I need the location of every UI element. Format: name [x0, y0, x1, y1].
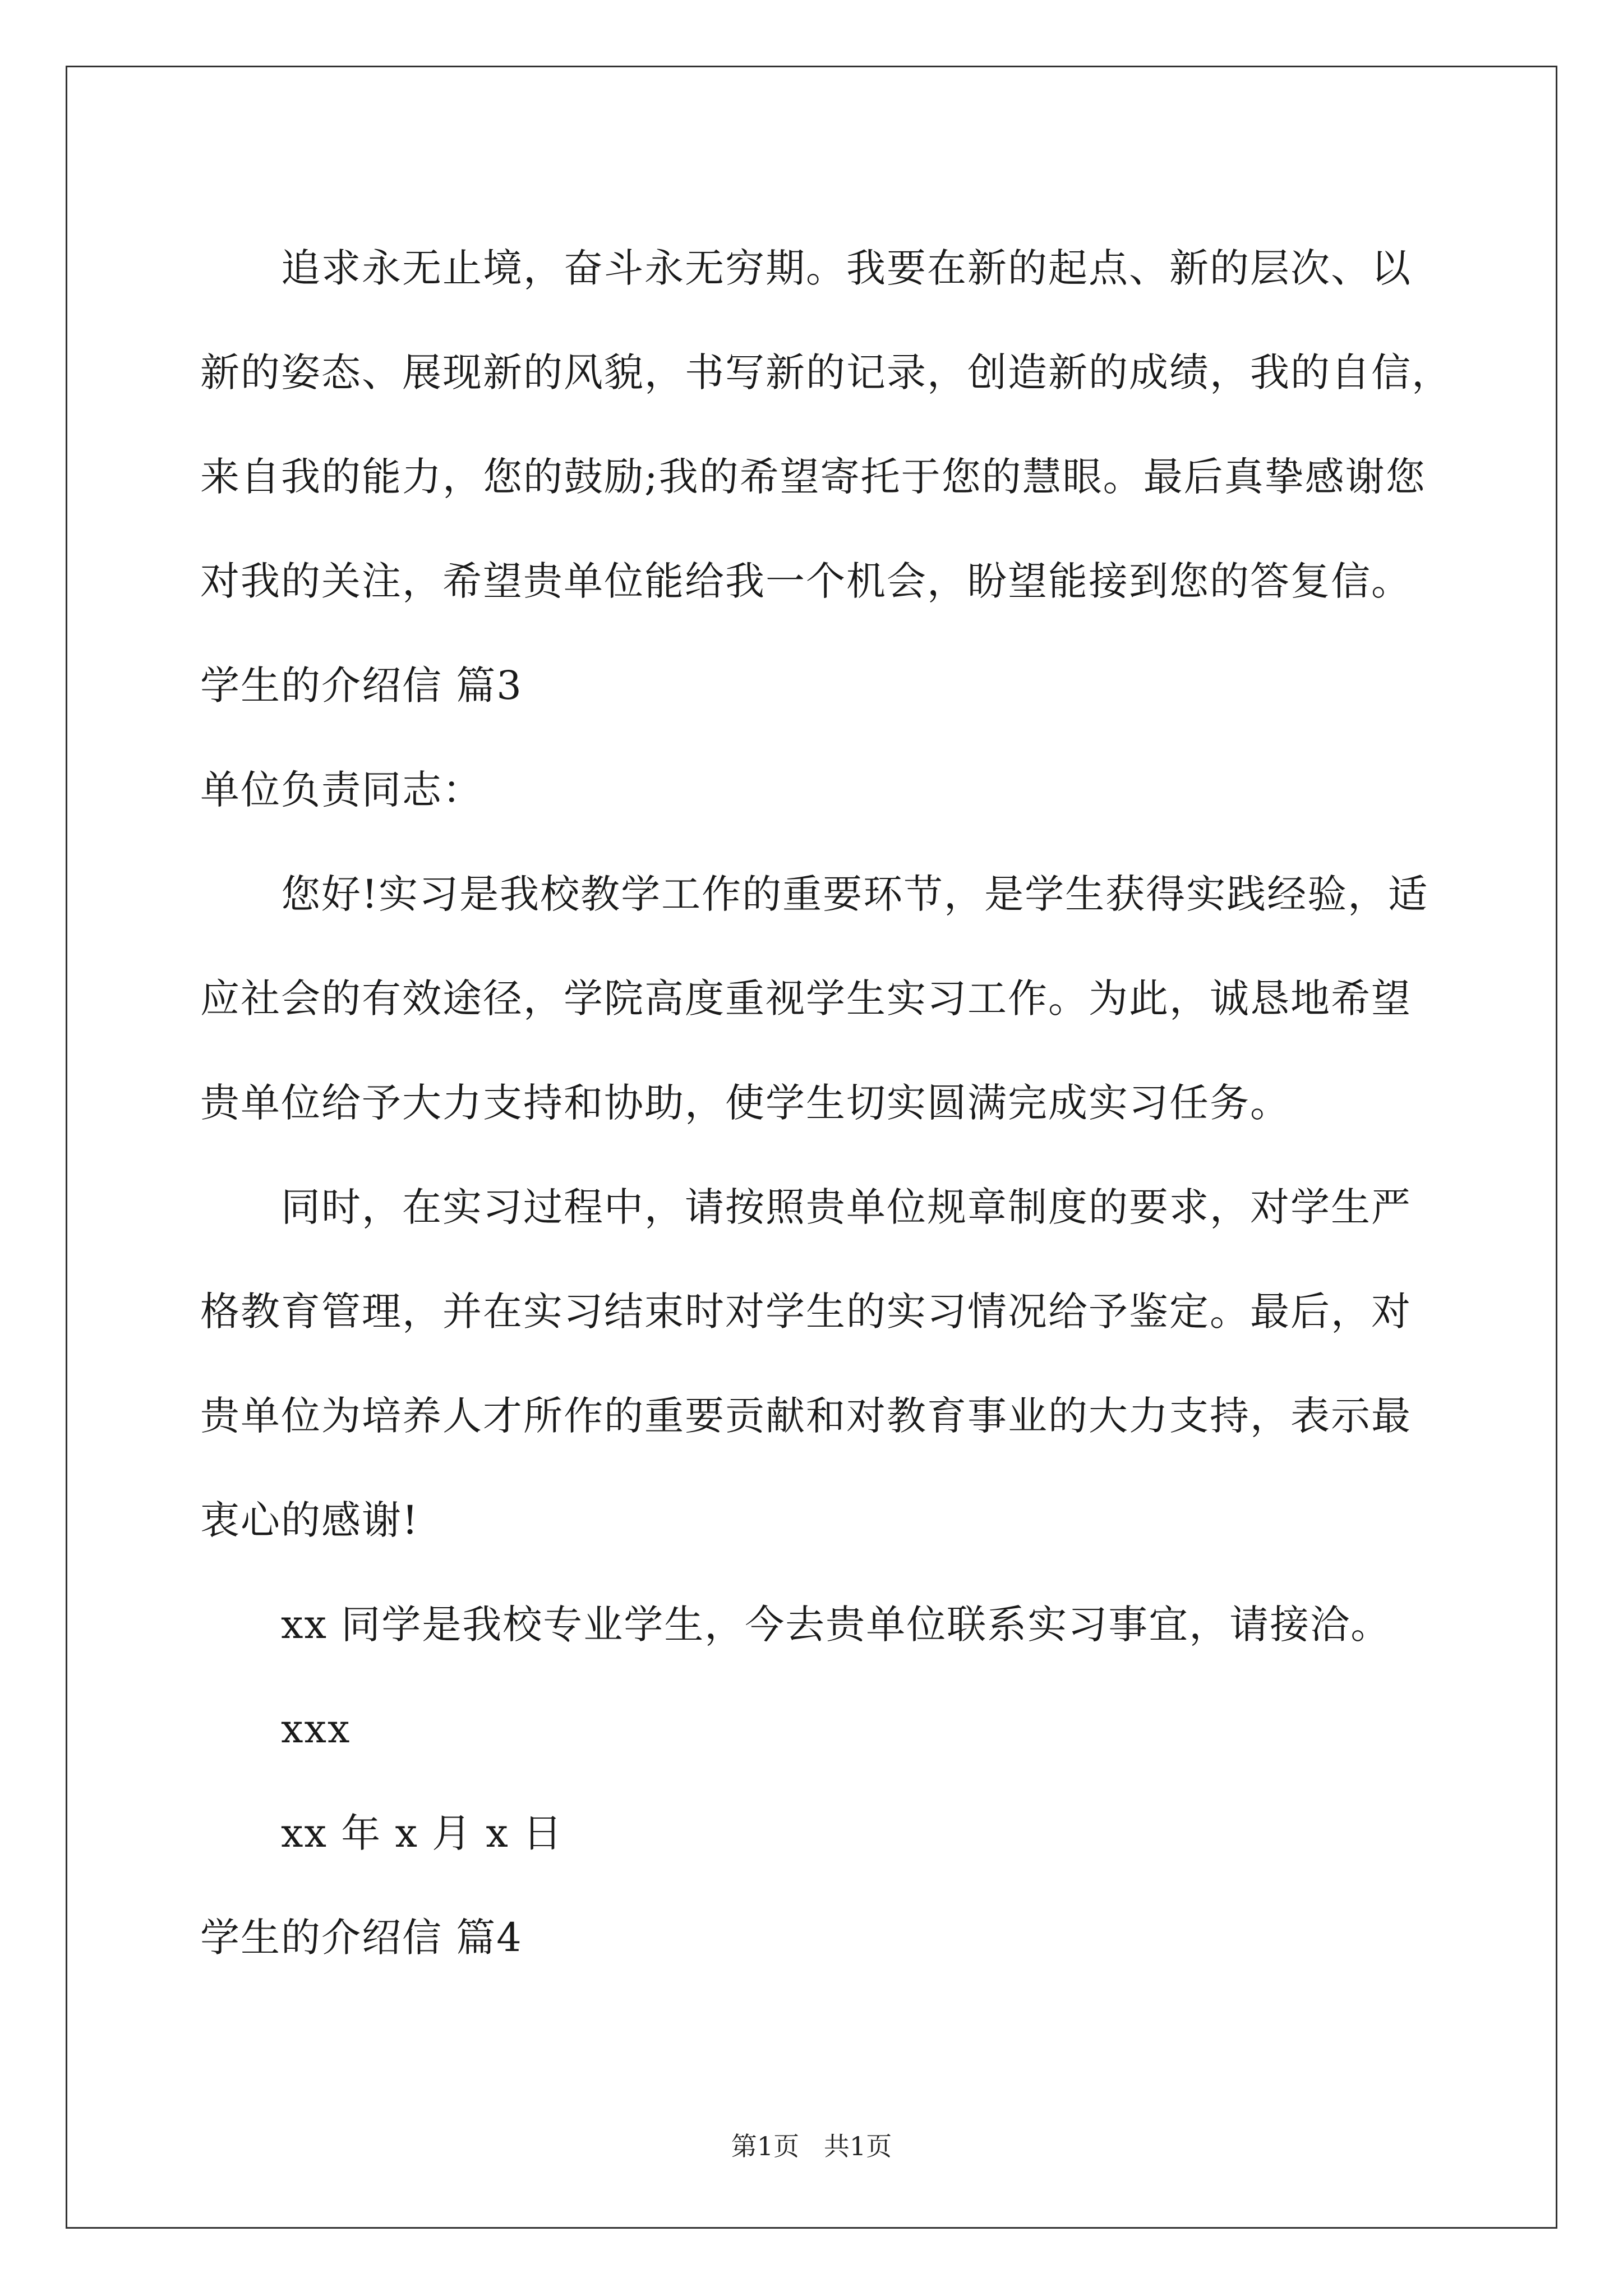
signature: xxx — [281, 1706, 351, 1752]
paragraph-line: 追求永无止境，奋斗永无穷期。我要在新的起点、新的层次、以 — [281, 245, 1412, 291]
date-line: xx 年 x 月 x 日 — [281, 1810, 564, 1856]
section-heading: 学生的介绍信 篇3 — [200, 662, 523, 708]
document-body — [200, 216, 1452, 1990]
paragraph-line: 应社会的有效途径，学院高度重视学生实习工作。为此，诚恳地希望 — [200, 976, 1412, 1022]
paragraph-line: 贵单位给予大力支持和协助，使学生切实圆满完成实习任务。 — [200, 1080, 1290, 1126]
paragraph-line: 格教育管理，并在实习结束时对学生的实习情况给予鉴定。最后，对 — [200, 1289, 1412, 1335]
paragraph-line: 来自我的能力，您的鼓励;我的希望寄托于您的慧眼。最后真挚感谢您 — [200, 454, 1426, 500]
salutation: 单位负责同志： — [200, 767, 483, 813]
paragraph-line: 贵单位为培养人才所作的重要贡献和对教育事业的大力支持，表示最 — [200, 1393, 1412, 1439]
paragraph-line: 您好!实习是我校教学工作的重要环节，是学生获得实践经验，适 — [281, 871, 1429, 917]
paragraph-line: 新的姿态、展现新的风貌，书写新的记录，创造新的成绩，我的自信， — [200, 349, 1452, 395]
page-number: 第1页 共1页 — [731, 2131, 892, 2161]
section-heading: 学生的介绍信 篇4 — [200, 1915, 523, 1961]
paragraph-line: xx 同学是我校专业学生，今去贵单位联系实习事宜，请接洽。 — [281, 1602, 1391, 1648]
paragraph-line: 对我的关注，希望贵单位能给我一个机会，盼望能接到您的答复信。 — [200, 558, 1412, 604]
paragraph-line: 同时，在实习过程中，请按照贵单位规章制度的要求，对学生严 — [281, 1184, 1412, 1230]
paragraph-line: 衷心的感谢! — [200, 1497, 419, 1543]
